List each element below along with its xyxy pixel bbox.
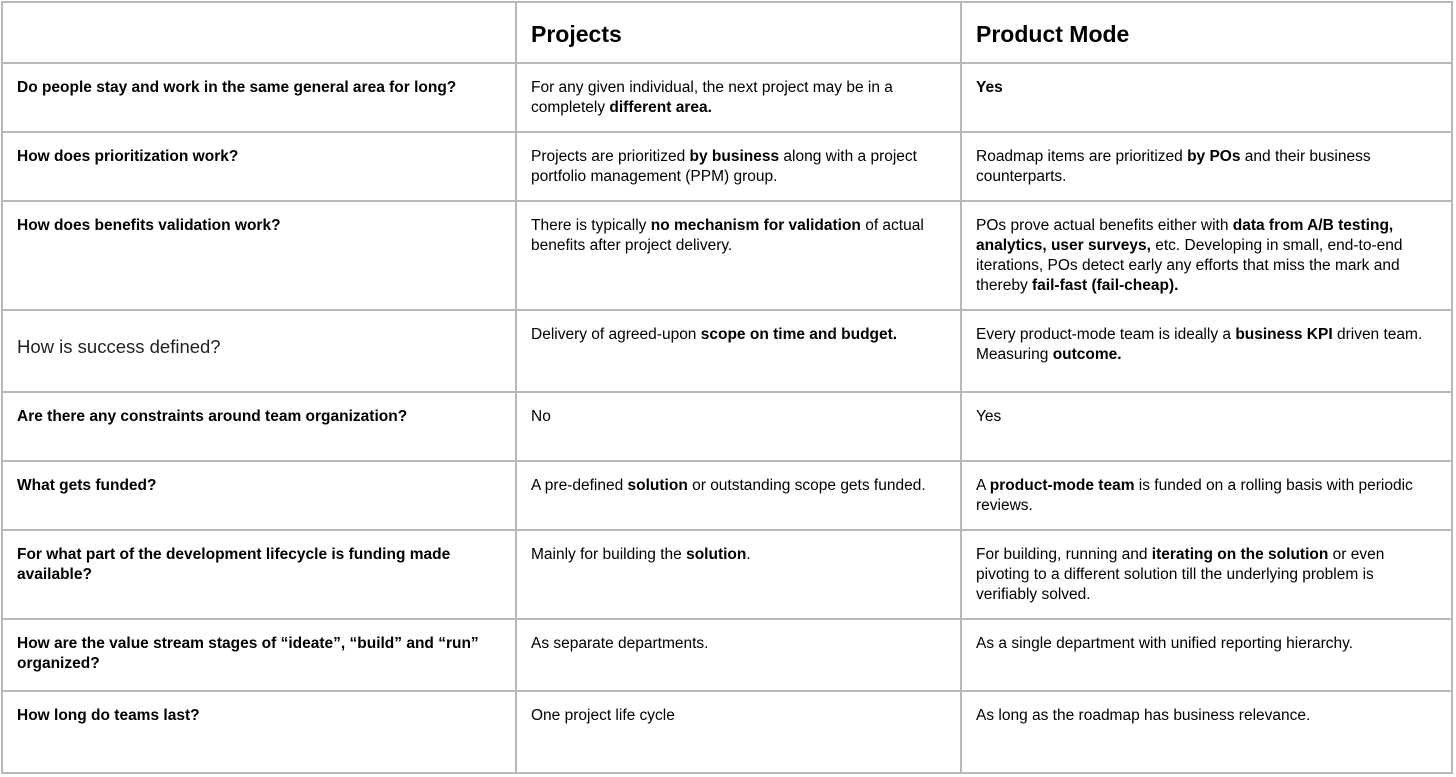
text-segment: Every product-mode team is ideally a bbox=[976, 326, 1236, 343]
text-segment: No bbox=[531, 408, 551, 425]
header-cell-product-mode bbox=[961, 2, 1452, 63]
table-row bbox=[2, 310, 1452, 392]
product-mode-cell bbox=[961, 619, 1452, 691]
header-row bbox=[2, 2, 1452, 63]
product-mode-cell bbox=[961, 310, 1452, 392]
text-segment: For building, running and bbox=[976, 546, 1152, 563]
table-row bbox=[2, 392, 1452, 461]
text-segment: For any given individual, the next project may be in a completely bbox=[531, 79, 893, 116]
table-row bbox=[2, 201, 1452, 310]
bold-text-segment: Yes bbox=[976, 79, 1003, 96]
bold-text-segment: solution bbox=[686, 546, 747, 563]
text-segment: Mainly for building the bbox=[531, 546, 687, 563]
bold-text-segment: no mechanism for validation bbox=[650, 217, 861, 234]
projects-cell bbox=[516, 530, 961, 619]
product-mode-cell bbox=[961, 132, 1452, 201]
question-text: For what part of the development lifecycle is funding made available? bbox=[17, 546, 451, 583]
projects-cell bbox=[516, 392, 961, 461]
header-cell-projects bbox=[516, 2, 961, 63]
bold-text-segment: product-mode team bbox=[989, 477, 1135, 494]
product-mode-cell bbox=[961, 530, 1452, 619]
text-segment: A bbox=[976, 477, 990, 494]
text-segment: A pre-defined bbox=[531, 477, 628, 494]
table-row bbox=[2, 530, 1452, 619]
header-label-product-mode: Product Mode bbox=[976, 21, 1130, 47]
text-segment: Yes bbox=[976, 408, 1002, 425]
text-segment: is funded on a rolling basis with periodic reviews. bbox=[976, 477, 1413, 514]
product-mode-cell bbox=[961, 392, 1452, 461]
text-segment: As long as the roadmap has business relevance. bbox=[976, 707, 1311, 724]
header-cell-empty bbox=[2, 2, 516, 63]
table-row bbox=[2, 461, 1452, 530]
bold-text-segment: data from A/B testing, analytics, user surveys, bbox=[976, 217, 1394, 254]
question-cell bbox=[2, 201, 516, 310]
projects-cell bbox=[516, 63, 961, 132]
projects-cell bbox=[516, 691, 961, 773]
text-segment: . bbox=[746, 546, 751, 563]
question-text: How does prioritization work? bbox=[17, 148, 239, 165]
bold-text-segment: solution bbox=[627, 477, 688, 494]
bold-text-segment: different area. bbox=[609, 99, 712, 116]
text-segment: Delivery of agreed-upon bbox=[531, 326, 701, 343]
text-segment: One project life cycle bbox=[531, 707, 675, 724]
question-cell bbox=[2, 63, 516, 132]
product-mode-cell bbox=[961, 691, 1452, 773]
question-text: What gets funded? bbox=[17, 477, 157, 494]
question-text: How are the value stream stages of “ideate”, “build” and “run” organized? bbox=[17, 635, 479, 672]
text-segment: along with a project portfolio management (PPM) group. bbox=[531, 148, 917, 185]
question-cell bbox=[2, 691, 516, 773]
product-mode-cell bbox=[961, 201, 1452, 310]
text-segment: etc. Developing in small, end-to-end iterations, POs detect early any efforts that miss the mark and thereby bbox=[976, 237, 1403, 294]
question-text: How long do teams last? bbox=[17, 707, 200, 724]
bold-text-segment: fail-fast (fail-cheap). bbox=[1032, 277, 1179, 294]
text-segment: driven team. Measuring bbox=[976, 326, 1423, 363]
product-mode-cell bbox=[961, 63, 1452, 132]
question-text: Do people stay and work in the same general area for long? bbox=[17, 79, 457, 96]
bold-text-segment: scope on time and budget. bbox=[700, 326, 898, 343]
question-cell bbox=[2, 461, 516, 530]
table-row bbox=[2, 63, 1452, 132]
text-segment: or even pivoting to a different solution till the underlying problem is verifiably solved. bbox=[976, 546, 1385, 603]
question-cell bbox=[2, 619, 516, 691]
text-segment: POs prove actual benefits either with bbox=[976, 217, 1233, 234]
comparison-table bbox=[1, 1, 1453, 774]
question-cell bbox=[2, 392, 516, 461]
table-row bbox=[2, 691, 1452, 773]
projects-cell bbox=[516, 310, 961, 392]
table-row bbox=[2, 132, 1452, 201]
text-segment: of actual benefits after project delivery. bbox=[531, 217, 924, 254]
question-text: Are there any constraints around team organization? bbox=[17, 408, 408, 425]
bold-text-segment: iterating on the solution bbox=[1151, 546, 1329, 563]
question-cell bbox=[2, 132, 516, 201]
projects-cell bbox=[516, 132, 961, 201]
text-segment: and their business counterparts. bbox=[976, 148, 1371, 185]
question-cell bbox=[2, 310, 516, 392]
product-mode-cell bbox=[961, 461, 1452, 530]
header-label-projects: Projects bbox=[531, 21, 622, 47]
projects-cell bbox=[516, 619, 961, 691]
text-segment: or outstanding scope gets funded. bbox=[687, 477, 926, 494]
projects-cell bbox=[516, 201, 961, 310]
question-text: How is success defined? bbox=[17, 336, 221, 357]
text-segment: Projects are prioritized bbox=[531, 148, 690, 165]
bold-text-segment: outcome. bbox=[1052, 346, 1122, 363]
table-row bbox=[2, 619, 1452, 691]
question-cell bbox=[2, 530, 516, 619]
text-segment: As a single department with unified reporting hierarchy. bbox=[976, 635, 1354, 652]
projects-cell bbox=[516, 461, 961, 530]
bold-text-segment: business KPI bbox=[1235, 326, 1333, 343]
text-segment: As separate departments. bbox=[531, 635, 709, 652]
question-text: How does benefits validation work? bbox=[17, 217, 281, 234]
text-segment: Roadmap items are prioritized bbox=[976, 148, 1188, 165]
text-segment: There is typically bbox=[531, 217, 651, 234]
bold-text-segment: by POs bbox=[1187, 148, 1241, 165]
bold-text-segment: by business bbox=[689, 148, 780, 165]
